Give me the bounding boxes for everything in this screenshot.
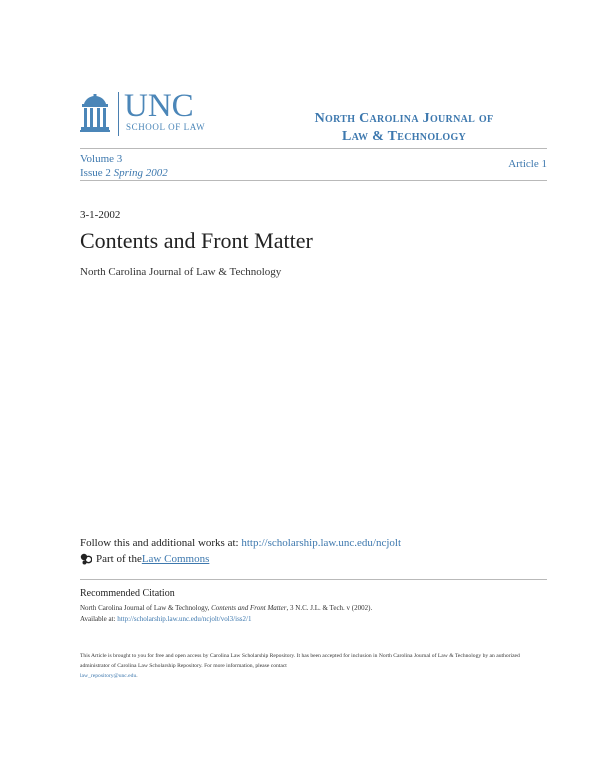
- article-title: Contents and Front Matter: [80, 228, 313, 253]
- journal-title-line2: Law & Technology: [341, 129, 467, 144]
- available-label: Available at:: [80, 615, 118, 623]
- header-rule-bottom: [80, 180, 547, 181]
- volume-link[interactable]: Volume 3: [80, 153, 123, 165]
- header-rule-top: [80, 148, 547, 149]
- follow-url-link[interactable]: http://scholarship.law.unc.edu/ncjolt: [241, 537, 401, 549]
- old-well-building-icon: [80, 94, 110, 134]
- citation-prefix: North Carolina Journal of Law & Technology,: [80, 604, 212, 612]
- logo-unc-text: UNC: [124, 88, 194, 124]
- follow-text: Follow this and additional works at:: [80, 537, 242, 549]
- article-date: 3-1-2002: [80, 209, 121, 221]
- journal-title[interactable]: [270, 110, 538, 146]
- citation-title: Contents and Front Matter: [211, 604, 287, 612]
- law-commons-link[interactable]: Law Commons: [141, 553, 210, 565]
- disclaimer-end: .: [136, 673, 138, 679]
- citation-block: [80, 603, 550, 625]
- citation-line: [80, 603, 550, 614]
- part-of-text: Part of the: [96, 553, 142, 565]
- issue-season: Spring 2002: [113, 167, 168, 179]
- logo-divider: [118, 92, 119, 136]
- recommended-citation-heading: Recommended Citation: [80, 588, 175, 599]
- volume-issue-info: [80, 152, 168, 180]
- article-author: North Carolina Journal of Law & Technology: [80, 266, 282, 278]
- part-of-line: [80, 553, 209, 565]
- journal-title-line1: North Carolina Journal of: [314, 111, 494, 126]
- issue-number: Issue 2: [80, 167, 111, 179]
- repository-disclaimer: [80, 651, 520, 681]
- available-url-link[interactable]: http://scholarship.law.unc.edu/ncjolt/vol3/iss2/1: [117, 615, 252, 623]
- citation-rule: [80, 579, 547, 580]
- disclaimer-text: This Article is brought to you for free and open access by Carolina Law Scholarship Repository. It has been accepted for inclusion in North Carolina Journal of Law & Technology by an authorized administrator of Carolina Law Scholarship Repository. For more information, please contact: [80, 653, 520, 669]
- logo-school-text: SCHOOL OF LAW: [126, 122, 206, 132]
- unc-school-of-law-logo[interactable]: [80, 88, 240, 140]
- digital-commons-network-icon: [80, 553, 92, 565]
- follow-line: [80, 537, 401, 549]
- article-number-link[interactable]: Article 1: [508, 158, 547, 170]
- repository-email-link[interactable]: law_repository@unc.edu: [80, 673, 137, 679]
- issue-link[interactable]: [80, 166, 168, 180]
- available-line: [80, 614, 550, 625]
- citation-suffix: , 3 N.C. J.L. & Tech. v (2002).: [286, 604, 373, 612]
